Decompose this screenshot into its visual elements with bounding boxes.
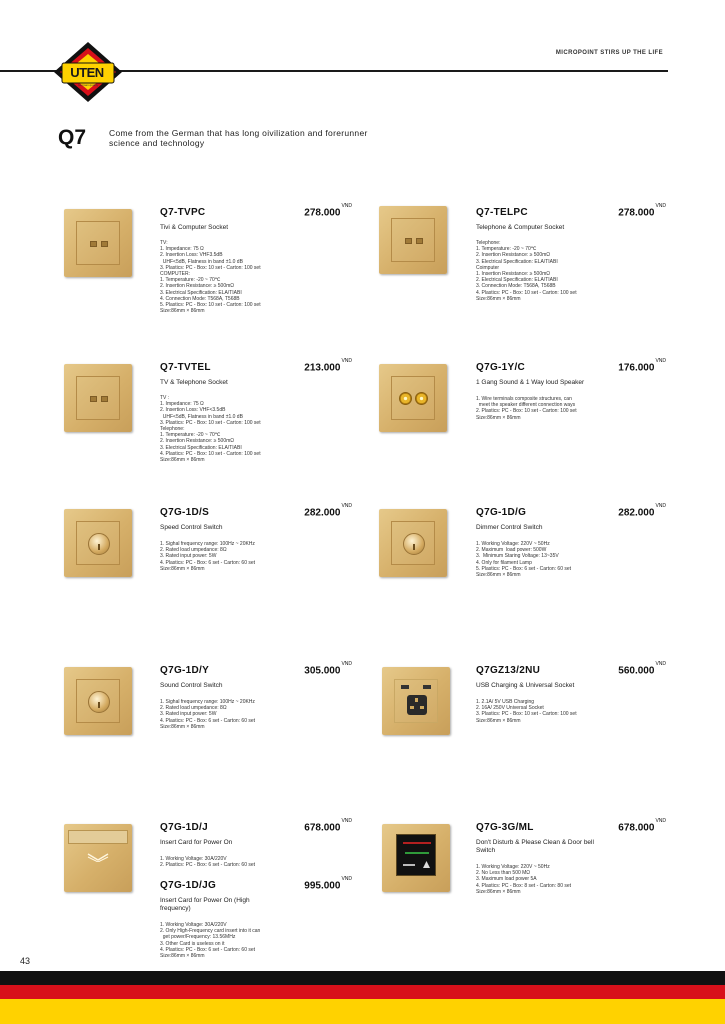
- spec-line: 2. Electrical Specification: ELA/TIABI: [476, 277, 558, 284]
- product-image-dnd-switch: [382, 824, 450, 892]
- spec-line: 3. Rated input power: 5W: [160, 553, 217, 560]
- product-specs: [160, 541, 360, 572]
- product-price: $278.000^{VND}$: [618, 203, 666, 219]
- spec-line: meet the speaker different connection ways: [476, 402, 576, 409]
- spec-line: Size:86mm × 86mm: [476, 414, 521, 421]
- spec-line: Coimputer: [476, 264, 500, 271]
- spec-line: 1. Temperature: -20 ~ 70℃: [160, 277, 221, 284]
- product-name: USB Charging & Universal Socket: [476, 682, 575, 689]
- product-name: Sound Control Switch: [160, 682, 223, 689]
- spec-line: 4. Plastics: PC - Box: 10 set - Carton: 100 set: [160, 450, 261, 457]
- product-code: Q7-TVPC: [160, 207, 206, 218]
- product-price: $995.000^{VND}$: [304, 876, 352, 892]
- spec-line: 4. Plastics: PC - Box: 10 set - Carton: 100 set: [476, 289, 577, 296]
- spec-line: 1. Working Voltage: 220V ~ 50Hz: [476, 864, 550, 870]
- spec-line: 2. Maximum load power: 500W: [476, 547, 547, 554]
- footer-stripe-yellow: [0, 999, 725, 1024]
- footer-stripe-red: [0, 985, 725, 999]
- spec-line: 2. Plastics: PC - Box: 10 set - Carton: 100 set: [476, 408, 577, 415]
- spec-line: Size:86mm × 86mm: [160, 953, 205, 960]
- product-code: Q7G-1D/JG: [160, 880, 217, 891]
- card-arrow-icon: [86, 852, 110, 862]
- product-code: Q7-TVTEL: [160, 362, 211, 373]
- spec-line: 5. Plastics: PC - Box: 10 set - Carton: 100 set: [160, 302, 261, 309]
- spec-line: 1. Temperature: -20 ~ 70℃: [476, 246, 537, 253]
- product-price: $560.000^{VND}$: [618, 661, 666, 677]
- product-specs: [160, 240, 360, 314]
- spec-line: 1. Sighal frequency range: 100Hz ~ 20KHz: [160, 541, 255, 547]
- spec-line: 4. Plastics: PC - Box: 6 set - Carton: 60 set: [160, 559, 256, 566]
- card-slot-icon: [68, 830, 128, 844]
- product-name: Speed Control Switch: [160, 524, 223, 531]
- product-specs: [476, 699, 676, 724]
- spec-line: 4. Plastics: PC - Box: 6 set - Carton: 60 set: [160, 946, 256, 953]
- spec-line: 1. Working Voltage: 30A/220V: [160, 922, 227, 928]
- speaker-terminal-icon: [415, 392, 428, 405]
- spec-line: Size:86mm × 86mm: [476, 888, 521, 895]
- tagline: MICROPOINT STIRS UP THE LIFE: [555, 50, 663, 56]
- product-image-dimmer: [379, 509, 447, 577]
- product-specs: [160, 922, 360, 959]
- spec-line: 1. Impedance: 75 Ω: [160, 246, 204, 253]
- product-image-sound-switch: [64, 667, 132, 735]
- spec-line: 3. Plastics: PC - Box: 10 set - Carton: 100 set: [476, 711, 577, 718]
- brand-logo: [50, 40, 124, 104]
- spec-line: 2. Insertion Loss: VHF<3.5dB: [160, 407, 226, 414]
- spec-line: Size:86mm × 86mm: [160, 457, 205, 464]
- spec-line: 5. Plastics: PC - Box: 6 set - Carton: 60 set: [476, 565, 572, 572]
- product-name: TV & Telephone Socket: [160, 379, 228, 386]
- section-intro: Come from the German that has long oivilization and forerunner science and technology: [109, 128, 368, 148]
- product-image-usb-socket: [382, 667, 450, 735]
- spec-line: 2. Plastics: PC - Box: 6 set - Carton: 60 set: [160, 862, 256, 869]
- spec-line: 2. Insertion Resistance: ≥ 500mΩ: [160, 283, 235, 290]
- spec-line: UHF<5dB, Flatness in band ±1.0 dB: [160, 413, 243, 420]
- product-code: Q7G-3G/ML: [476, 822, 534, 833]
- spec-line: 2. 16A/ 250V Universal Socket: [476, 705, 544, 712]
- rotary-knob-icon: [88, 533, 110, 555]
- spec-line: 4. Only for filament Lamp: [476, 559, 532, 566]
- product-name: Dimmer Control Switch: [476, 524, 543, 531]
- product-code: Q7G-1D/S: [160, 507, 210, 518]
- product-name: Tivi & Computer Socket: [160, 224, 229, 231]
- usb-port-icon: [401, 685, 409, 689]
- spec-line: 3. Electrical Specification: ELA/TIABI: [476, 258, 558, 265]
- socket-jack-icon: [90, 241, 97, 247]
- product-specs: [476, 541, 676, 578]
- spec-line: get power/Frequency: 13.56MHz: [160, 934, 236, 941]
- spec-line: Size:86mm × 86mm: [476, 295, 521, 302]
- product-price: $305.000^{VND}$: [304, 661, 352, 677]
- spec-line: 2. Only High-Frequency card insert into it can: [160, 928, 261, 935]
- spec-line: 3. Minimum Staring Voltage: 13~35V: [476, 553, 559, 560]
- product-image-telpc: [379, 206, 447, 274]
- product-image-tvpc: [64, 209, 132, 277]
- spec-line: 2. Rated load umpedance: 8Ω: [160, 547, 227, 554]
- product-code: Q7G-1D/Y: [160, 665, 210, 676]
- product-price: $176.000^{VND}$: [618, 358, 666, 374]
- spec-line: TV :: [160, 395, 170, 401]
- product-specs: [476, 864, 676, 895]
- product-price: $278.000^{VND}$: [304, 203, 352, 219]
- spec-line: 1. Sighal frequency range: 100Hz ~ 20KHz: [160, 699, 255, 705]
- spec-line: UHF<5dB, Flatness in band ±1.0 dB: [160, 258, 243, 265]
- spec-line: 3. Electrical Specification: ELA/TIABI: [160, 289, 242, 296]
- socket-jack-icon: [101, 241, 108, 247]
- product-specs: [160, 856, 360, 868]
- product-name: Telephone & Computer Socket: [476, 224, 565, 231]
- spec-line: 3. Rated input power: 5W: [160, 711, 217, 718]
- speaker-terminal-icon: [399, 392, 412, 405]
- spec-line: 2. Rated load umpedance: 8Ω: [160, 705, 227, 712]
- spec-line: 4. Plastics: PC - Box: 6 set - Carton: 60 set: [160, 717, 256, 724]
- product-name: Don't Disturb & Please Clean & Door bell Switch: [476, 839, 594, 854]
- spec-line: 1. Working Voltage: 30A/220V: [160, 856, 227, 862]
- spec-line: 3. Electrical Specification: ELA/TIABI: [160, 444, 242, 451]
- product-code: Q7G-1D/G: [476, 507, 527, 518]
- product-code: Q7GZ13/2NU: [476, 665, 541, 676]
- spec-line: 3. Connection Mode: T568A, T568B: [476, 283, 556, 290]
- page-number: 43: [20, 956, 31, 966]
- universal-outlet-icon: [407, 695, 427, 715]
- usb-port-icon: [423, 685, 431, 689]
- section-title: Q7: [58, 126, 87, 149]
- product-price: $213.000^{VND}$: [304, 358, 352, 374]
- spec-line: 3. Plastics: PC - Box: 10 set - Carton: 100 set: [160, 264, 261, 271]
- spec-line: 2. Insertion Resistance: ≥ 500mΩ: [476, 252, 551, 259]
- bell-icon: [423, 861, 430, 868]
- spec-line: Size:86mm × 86mm: [160, 308, 205, 315]
- spec-line: 4. Connection Mode: T568A, T568B: [160, 295, 240, 302]
- spec-line: Size:86mm × 86mm: [476, 717, 521, 724]
- product-name: 1 Gang Sound & 1 Way loud Speaker: [476, 379, 585, 386]
- spec-line: 4. Plastics: PC - Box: 8 set - Carton: 80 set: [476, 882, 572, 889]
- product-image-tvtel: [64, 364, 132, 432]
- product-code: Q7-TELPC: [476, 207, 528, 218]
- rotary-knob-icon: [88, 691, 110, 713]
- spec-line: Size:86mm × 86mm: [476, 572, 521, 579]
- product-price: $282.000^{VND}$: [304, 503, 352, 519]
- socket-jack-icon: [101, 396, 108, 402]
- socket-jack-icon: [405, 238, 412, 244]
- spec-line: 3. Maximum load power 5A: [476, 876, 537, 883]
- product-price: $678.000^{VND}$: [304, 818, 352, 834]
- spec-line: 1. Temperature: -20 ~ 70℃: [160, 432, 221, 439]
- socket-jack-icon: [90, 396, 97, 402]
- product-name: Insert Card for Power On (High frequency): [160, 897, 250, 912]
- spec-line: Telephone:: [476, 240, 501, 246]
- footer-stripe-black: [0, 971, 725, 985]
- spec-line: Size:86mm × 86mm: [160, 723, 205, 730]
- spec-line: 3. Other Card is useless on it: [160, 940, 225, 947]
- dnd-panel-icon: [396, 834, 436, 876]
- product-image-speed-switch: [64, 509, 132, 577]
- spec-line: 1. Impedance: 75 Ω: [160, 401, 204, 408]
- spec-line: 1. 2.1A/ 5V USB Charging: [476, 699, 535, 705]
- spec-line: 2. Insertion Loss: VHF3.5dB: [160, 252, 223, 259]
- spec-line: 2. No Less than 500 MΩ: [476, 870, 531, 877]
- socket-jack-icon: [416, 238, 423, 244]
- product-specs: [160, 699, 360, 730]
- logo-wordmark: UTEN: [70, 65, 104, 80]
- logo-subtext: German quality: [77, 83, 99, 87]
- product-code: Q7G-1D/J: [160, 822, 208, 833]
- product-name: Insert Card for Power On: [160, 839, 233, 846]
- rotary-knob-icon: [403, 533, 425, 555]
- product-specs: [476, 396, 676, 421]
- product-specs: [160, 395, 360, 463]
- spec-line: COMPUTER:: [160, 271, 190, 278]
- product-image-card-switch: [64, 824, 132, 892]
- product-price: $678.000^{VND}$: [618, 818, 666, 834]
- product-image-speaker: [379, 364, 447, 432]
- spec-line: 1. Working Voltage: 220V ~ 50Hz: [476, 541, 550, 547]
- spec-line: Size:86mm × 86mm: [160, 565, 205, 572]
- product-specs: [476, 240, 676, 302]
- spec-line: 1. Wire terminals composite structures, can: [476, 396, 572, 402]
- spec-line: 3. Plastics: PC - Box: 10 set - Carton: 100 set: [160, 419, 261, 426]
- product-price: $282.000^{VND}$: [618, 503, 666, 519]
- spec-line: TV:: [160, 240, 168, 246]
- spec-line: Telephone:: [160, 426, 185, 433]
- product-code: Q7G-1Y/C: [476, 362, 526, 373]
- spec-line: 2. Insertion Resistance: ≥ 500mΩ: [160, 438, 235, 445]
- spec-line: 1. Insertion Resistance: ≥ 500mΩ: [476, 271, 551, 278]
